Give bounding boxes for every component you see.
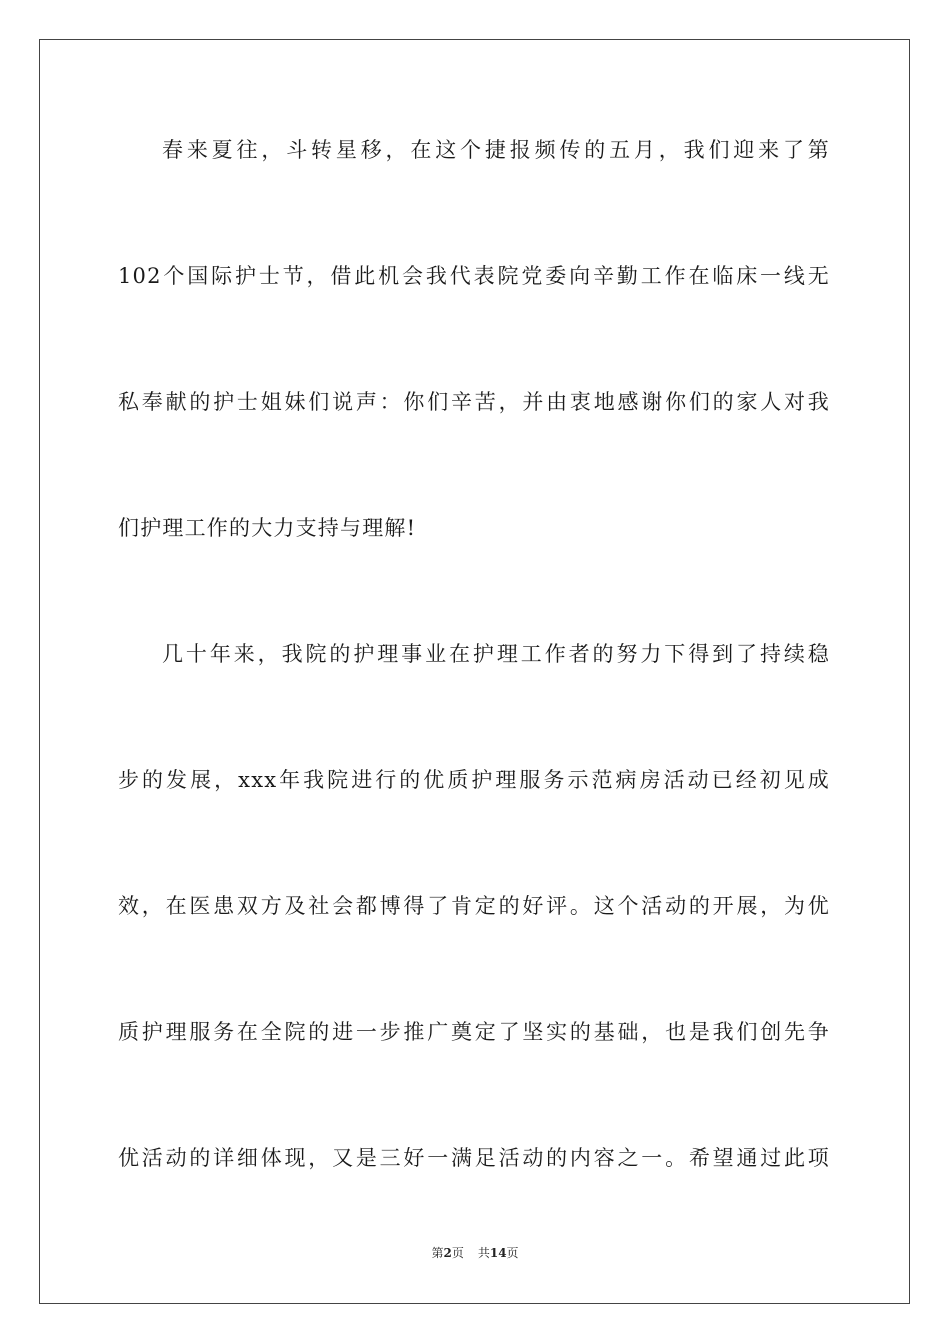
- paragraph-line: 私奉献的护士姐妹们说声：你们辛苦，并由衷地感谢你们的家人对我: [118, 390, 830, 414]
- paragraph-line: 优活动的详细体现，又是三好一满足活动的内容之一。希望通过此项: [118, 1146, 830, 1170]
- page-unit: 页: [451, 1246, 464, 1260]
- page-footer: [0, 1244, 950, 1261]
- paragraph-line: 们护理工作的大力支持与理解!: [118, 516, 417, 540]
- paragraph-line: 步的发展，xxx年我院进行的优质护理服务示范病房活动已经初见成: [118, 768, 830, 792]
- paragraph-line: 几十年来，我院的护理事业在护理工作者的努力下得到了持续稳: [162, 642, 830, 666]
- paragraph-line: 质护理服务在全院的进一步推广奠定了坚实的基础，也是我们创先争: [118, 1020, 830, 1044]
- page-prefix: 第: [431, 1246, 444, 1260]
- paragraph-line: 102个国际护士节，借此机会我代表院党委向辛勤工作在临床一线无: [118, 264, 830, 288]
- total-pages-number: 14: [489, 1246, 507, 1260]
- total-prefix: 共: [477, 1246, 490, 1260]
- total-unit: 页: [506, 1246, 519, 1260]
- page-border: [39, 39, 910, 1304]
- paragraph-line: 效，在医患双方及社会都博得了肯定的好评。这个活动的开展，为优: [118, 894, 830, 918]
- paragraph-line: 春来夏往，斗转星移，在这个捷报频传的五月，我们迎来了第: [162, 138, 830, 162]
- current-page-number: 2: [443, 1246, 452, 1260]
